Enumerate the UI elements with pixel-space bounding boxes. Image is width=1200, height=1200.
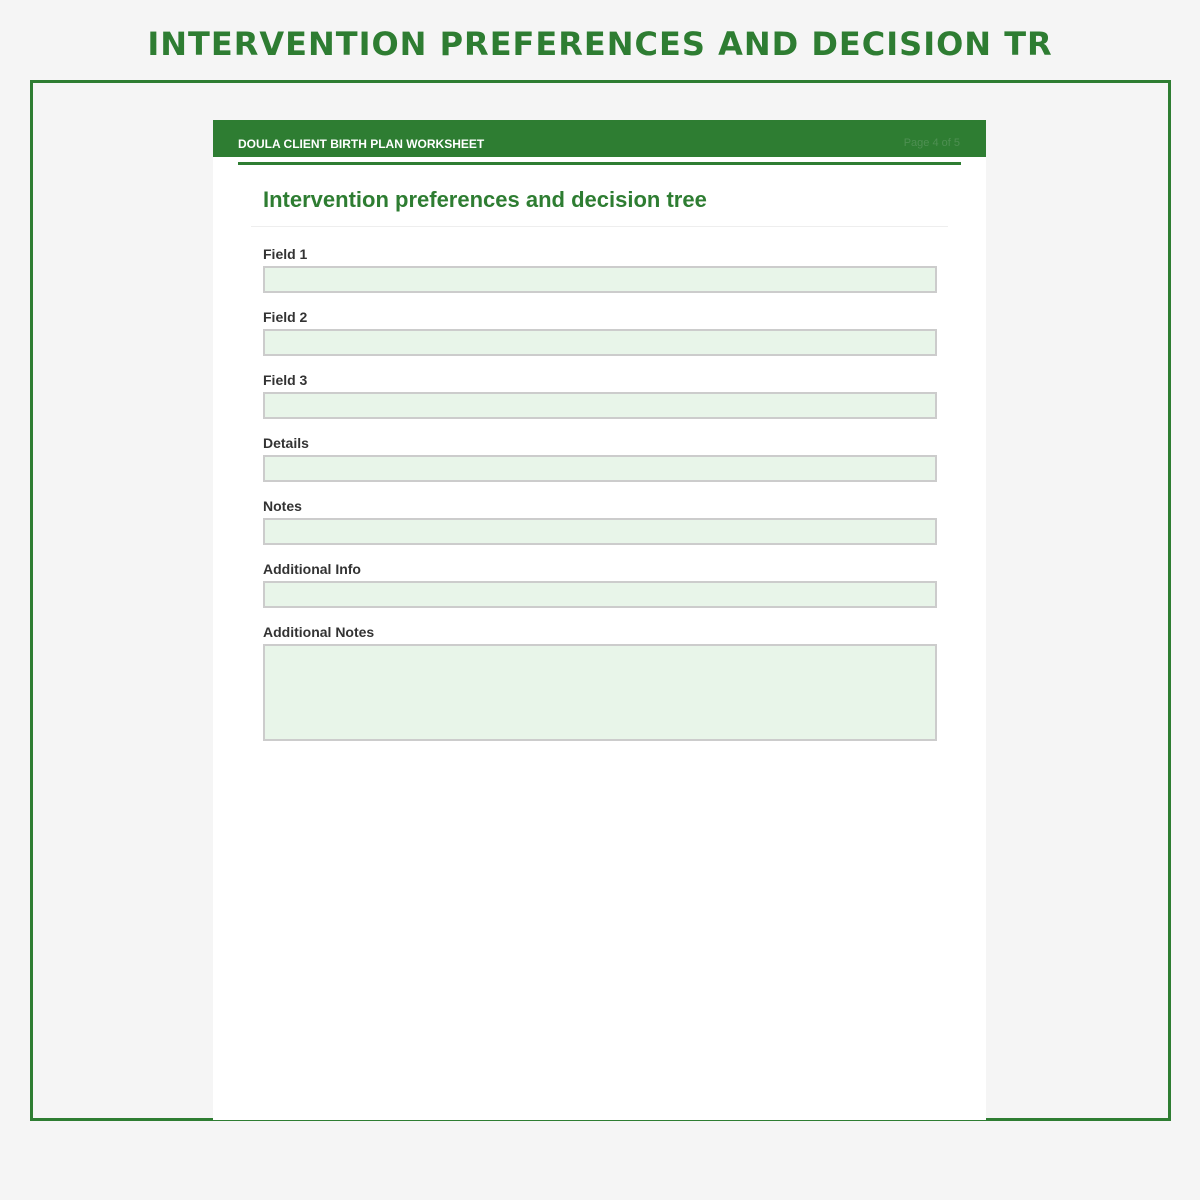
field-group-additional-notes [263, 624, 937, 741]
field-group-1 [263, 246, 937, 293]
page-title: INTERVENTION PREFERENCES AND DECISION TR [147, 25, 1053, 63]
field-group-additional-info [263, 561, 937, 608]
field-label: Field 2 [263, 309, 308, 325]
field-label: Additional Notes [263, 624, 375, 640]
section-divider [251, 226, 948, 227]
header-divider [238, 162, 961, 165]
field-label: Field 3 [263, 372, 308, 388]
worksheet-title: DOULA CLIENT BIRTH PLAN WORKSHEET [238, 137, 485, 151]
field-2-input[interactable] [263, 329, 937, 356]
notes-input[interactable] [263, 518, 937, 545]
additional-notes-textarea[interactable] [263, 644, 937, 741]
field-label: Details [263, 435, 309, 451]
field-group-3 [263, 372, 937, 419]
section-title: Intervention preferences and decision tree [263, 187, 707, 212]
field-group-notes [263, 498, 937, 545]
details-input[interactable] [263, 455, 937, 482]
field-1-input[interactable] [263, 266, 937, 293]
field-label: Field 1 [263, 246, 308, 262]
page-indicator: Page 4 of 5 [903, 137, 960, 149]
worksheet-header [213, 120, 986, 157]
field-group-details [263, 435, 937, 482]
worksheet-page [213, 120, 986, 1120]
field-label: Additional Info [263, 561, 361, 577]
additional-info-input[interactable] [263, 581, 937, 608]
field-group-2 [263, 309, 937, 356]
field-label: Notes [263, 498, 302, 514]
field-3-input[interactable] [263, 392, 937, 419]
